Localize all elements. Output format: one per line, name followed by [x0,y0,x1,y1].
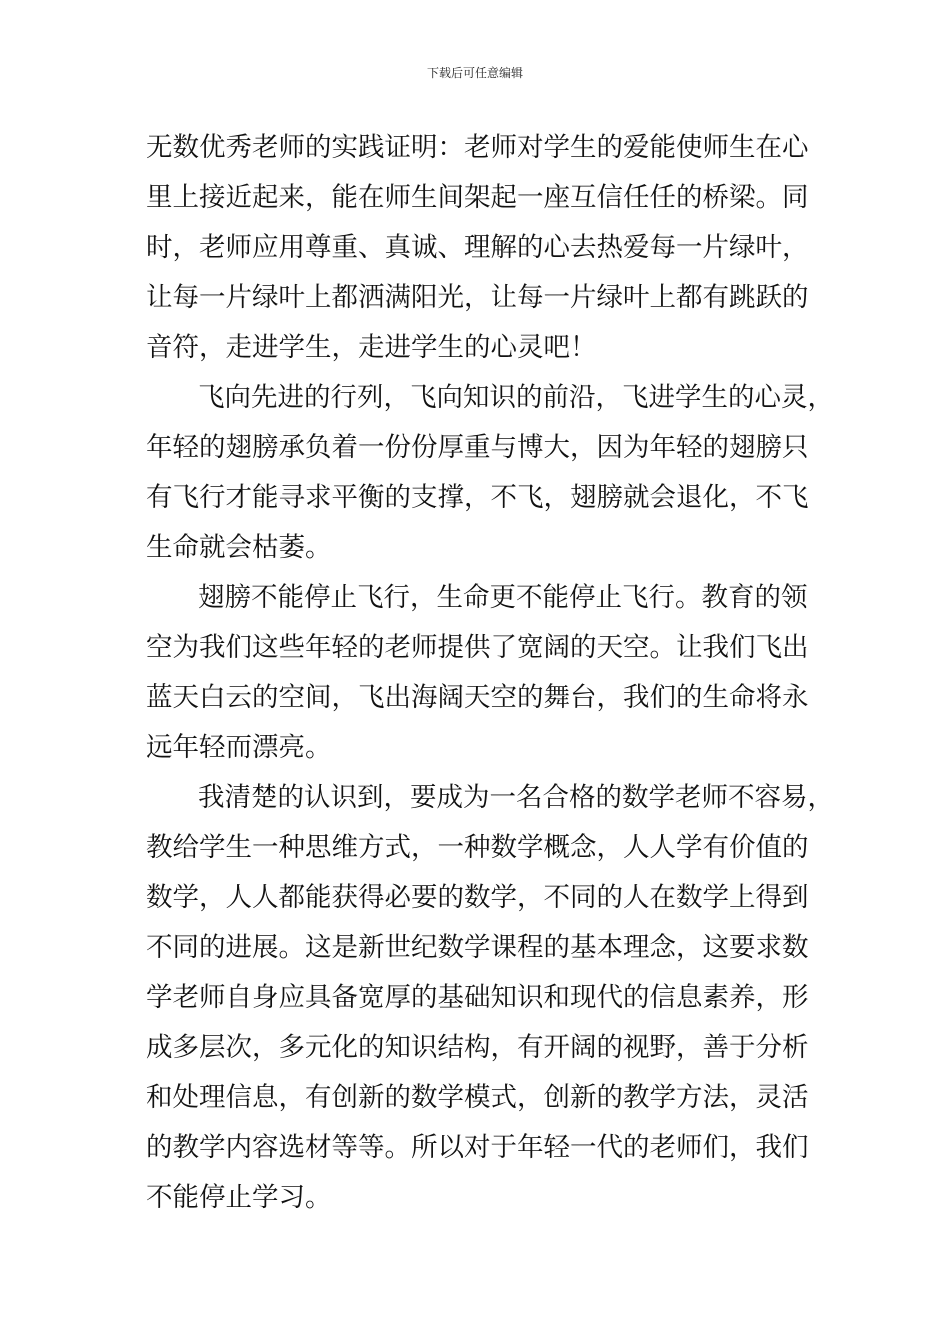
text-line: 时，老师应用尊重、真诚、理解的心去热爱每一片绿叶， [146,232,809,263]
text-line-indented: 我清楚的认识到，要成为一名合格的数学老师不容易， [198,782,834,813]
text-line: 远年轻而漂亮。 [146,732,332,763]
paragraph-2 [146,373,834,573]
text-line: 音符，走进学生，走进学生的心灵吧！ [146,332,597,363]
page-header: 下载后可任意编辑 [426,66,523,80]
text-line: 和处理信息，有创新的数学模式，创新的教学方法，灵活 [146,1082,809,1113]
text-line-indented: 翅膀不能停止飞行，生命更不能停止飞行。教育的领 [198,582,808,613]
document-body [146,123,834,1223]
text-line-indented: 飞向先进的行列，飞向知识的前沿，飞进学生的心灵， [198,382,834,413]
text-line: 学老师自身应具备宽厚的基础知识和现代的信息素养，形 [146,982,809,1013]
text-line: 的教学内容选材等等。所以对于年轻一代的老师们，我们 [146,1132,809,1163]
text-line: 让每一片绿叶上都洒满阳光，让每一片绿叶上都有跳跃的 [146,282,809,313]
text-line: 蓝天白云的空间，飞出海阔天空的舞台，我们的生命将永 [146,682,809,713]
paragraph-1 [146,123,809,373]
text-line: 不同的进展。这是新世纪数学课程的基本理念，这要求数 [146,932,809,963]
text-line: 数学，人人都能获得必要的数学，不同的人在数学上得到 [146,882,809,913]
text-line: 教给学生一种思维方式，一种数学概念，人人学有价值的 [146,832,809,863]
text-line: 成多层次，多元化的知识结构，有开阔的视野，善于分析 [146,1032,809,1063]
paragraph-3 [146,573,809,773]
text-line: 里上接近起来，能在师生间架起一座互信任任的桥梁。同 [146,182,809,213]
paragraph-4 [146,773,834,1223]
text-line: 有飞行才能寻求平衡的支撑，不飞，翅膀就会退化，不飞 [146,482,809,513]
text-line: 不能停止学习。 [146,1182,332,1213]
text-line: 年轻的翅膀承负着一份份厚重与博大，因为年轻的翅膀只 [146,432,809,463]
text-line: 无数优秀老师的实践证明：老师对学生的爱能使师生在心 [146,132,809,163]
text-line: 生命就会枯萎。 [146,532,332,563]
text-line: 空为我们这些年轻的老师提供了宽阔的天空。让我们飞出 [146,632,809,663]
